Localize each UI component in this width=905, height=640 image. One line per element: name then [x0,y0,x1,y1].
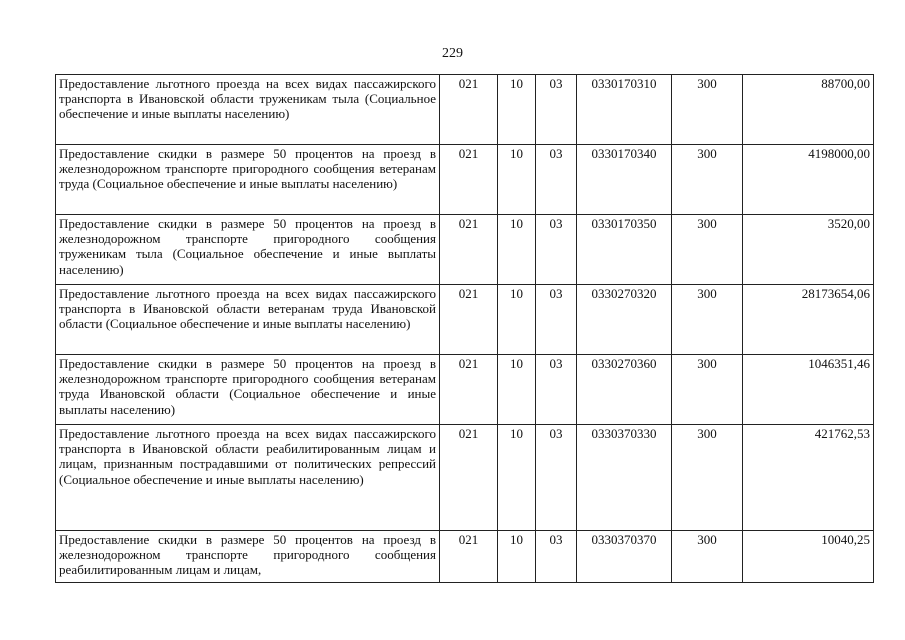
row-grbs-code: 021 [440,425,498,531]
row-expense-type-code: 300 [672,531,743,583]
row-description: Предоставление скидки в размере 50 процентов на проезд в железнодорожном транспорте пригородного сообщения ветеранам труда Ивановской области (Социальное обеспечение и иные выплаты населению) [56,355,440,425]
row-subsection-code: 03 [536,285,577,355]
row-section-code: 10 [498,75,536,145]
row-expense-type-code: 300 [672,75,743,145]
row-subsection-code: 03 [536,355,577,425]
row-expense-type-code: 300 [672,145,743,215]
row-target-article-code: 0330370330 [577,425,672,531]
row-expense-type-code: 300 [672,285,743,355]
row-amount: 1046351,46 [743,355,874,425]
row-section-code: 10 [498,425,536,531]
budget-table [55,74,874,583]
row-description: Предоставление скидки в размере 50 процентов на проезд в железнодорожном транспорте пригородного сообщения ветеранам труда (Социальное обеспечение и иные выплаты населению) [56,145,440,215]
page-number: 229 [442,46,463,61]
row-target-article-code: 0330270320 [577,285,672,355]
row-grbs-code: 021 [440,215,498,285]
row-amount: 28173654,06 [743,285,874,355]
row-section-code: 10 [498,531,536,583]
row-target-article-code: 0330170340 [577,145,672,215]
row-grbs-code: 021 [440,285,498,355]
row-section-code: 10 [498,145,536,215]
row-target-article-code: 0330170350 [577,215,672,285]
row-target-article-code: 0330270360 [577,355,672,425]
row-description: Предоставление льготного проезда на всех видах пассажирского транспорта в Ивановской области ветеранам труда Ивановской области (Социальное обеспечение и иные выплаты населению) [56,285,440,355]
row-section-code: 10 [498,285,536,355]
row-target-article-code: 0330170310 [577,75,672,145]
table-row [56,285,874,355]
row-grbs-code: 021 [440,145,498,215]
row-grbs-code: 021 [440,355,498,425]
row-subsection-code: 03 [536,425,577,531]
row-target-article-code: 0330370370 [577,531,672,583]
row-amount: 3520,00 [743,215,874,285]
row-subsection-code: 03 [536,215,577,285]
table-row [56,215,874,285]
row-section-code: 10 [498,215,536,285]
table-row [56,355,874,425]
row-grbs-code: 021 [440,531,498,583]
row-amount: 88700,00 [743,75,874,145]
row-amount: 10040,25 [743,531,874,583]
row-amount: 421762,53 [743,425,874,531]
row-grbs-code: 021 [440,75,498,145]
row-expense-type-code: 300 [672,355,743,425]
row-amount: 4198000,00 [743,145,874,215]
table-row [56,531,874,583]
row-expense-type-code: 300 [672,215,743,285]
row-expense-type-code: 300 [672,425,743,531]
row-subsection-code: 03 [536,145,577,215]
row-subsection-code: 03 [536,75,577,145]
table-row [56,145,874,215]
row-description: Предоставление льготного проезда на всех видах пассажирского транспорта в Ивановской области труженикам тыла (Социальное обеспечение и иные выплаты населению) [56,75,440,145]
table-row [56,75,874,145]
row-subsection-code: 03 [536,531,577,583]
row-description: Предоставление льготного проезда на всех видах пассажирского транспорта в Ивановской области реабилитированным лицам и лицам, признанным пострадавшими от политических репрессий (Социальное обеспечение и иные выплаты населению) [56,425,440,531]
row-description: Предоставление скидки в размере 50 процентов на проезд в железнодорожном транспорте пригородного сообщения труженикам тыла (Социальное обеспечение и иные выплаты населению) [56,215,440,285]
row-section-code: 10 [498,355,536,425]
table-row [56,425,874,531]
row-description: Предоставление скидки в размере 50 процентов на проезд в железнодорожном транспорте пригородного сообщения реабилитированным лицам и лицам, [56,531,440,583]
